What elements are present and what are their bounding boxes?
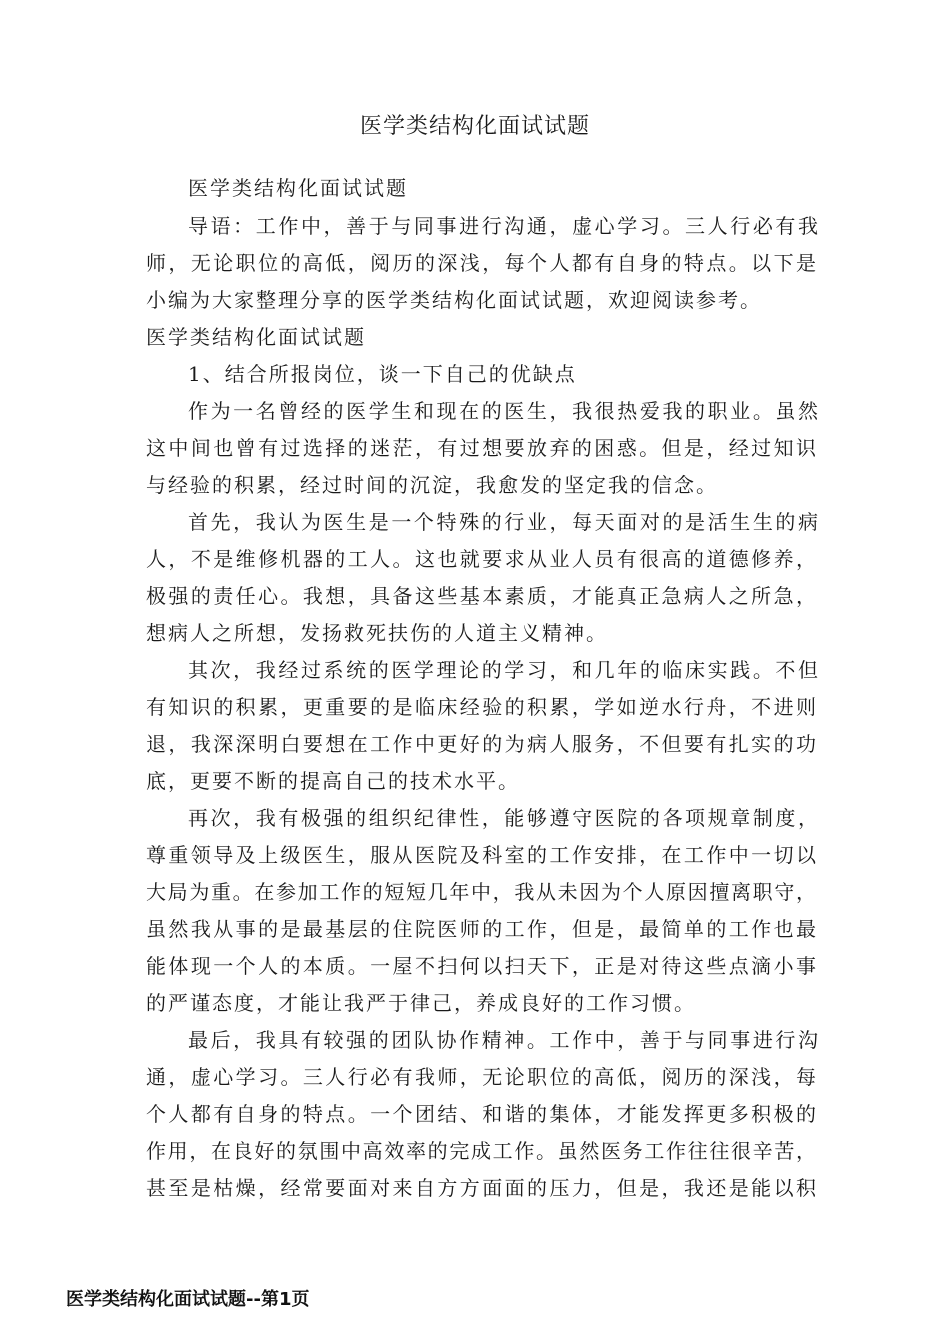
text-line: 极强的责任心。我想，具备这些基本素质，才能真正急病人之所急，: [146, 584, 816, 608]
text-line: 小编为大家整理分享的医学类结构化面试试题，欢迎阅读参考。: [146, 288, 762, 312]
text-line: 的严谨态度，才能让我严于律己，养成良好的工作习惯。: [146, 991, 696, 1015]
text-line: 尊重领导及上级医生，服从医院及科室的工作安排，在工作中一切以: [146, 843, 816, 867]
document-title: 医学类结构化面试试题: [359, 114, 590, 139]
text-line: 通，虚心学习。三人行必有我师，无论职位的高低，阅历的深浅，每: [146, 1065, 816, 1089]
text-line: 想病人之所想，发扬救死扶伤的人道主义精神。: [146, 621, 608, 645]
text-line: 人，不是维修机器的工人。这也就要求从业人员有很高的道德修养，: [146, 547, 816, 571]
text-line: 与经验的积累，经过时间的沉淀，我愈发的坚定我的信念。: [146, 473, 718, 497]
text-line: 导语：工作中，善于与同事进行沟通，虚心学习。三人行必有我: [188, 214, 818, 238]
text-line: 个人都有自身的特点。一个团结、和谐的集体，才能发挥更多积极的: [146, 1102, 816, 1126]
text-line: 大局为重。在参加工作的短短几年中，我从未因为个人原因擅离职守，: [146, 880, 816, 904]
text-line: 这中间也曾有过选择的迷茫，有过想要放弃的困惑。但是，经过知识: [146, 436, 816, 460]
subtitle: 医学类结构化面试试题: [188, 176, 408, 200]
section-heading: 医学类结构化面试试题: [146, 325, 366, 349]
text-line: 能体现一个人的本质。一屋不扫何以扫天下，正是对待这些点滴小事: [146, 954, 816, 978]
text-line: 底，更要不断的提高自己的技术水平。: [146, 769, 520, 793]
question-heading: 1、结合所报岗位，谈一下自己的优缺点: [188, 362, 577, 386]
text-line: 其次，我经过系统的医学理论的学习，和几年的临床实践。不但: [188, 658, 818, 682]
text-line: 有知识的积累，更重要的是临床经验的积累，学如逆水行舟，不进则: [146, 695, 816, 719]
text-line: 作用，在良好的氛围中高效率的完成工作。虽然医务工作往往很辛苦，: [146, 1139, 816, 1163]
text-line: 最后，我具有较强的团队协作精神。工作中，善于与同事进行沟: [188, 1028, 818, 1052]
text-line: 甚至是枯燥，经常要面对来自方方面面的压力，但是，我还是能以积: [146, 1176, 816, 1200]
text-line: 再次，我有极强的组织纪律性，能够遵守医院的各项规章制度，: [188, 806, 818, 830]
text-line: 退，我深深明白要想在工作中更好的为病人服务，不但要有扎实的功: [146, 732, 816, 756]
text-line: 作为一名曾经的医学生和现在的医生，我很热爱我的职业。虽然: [188, 399, 818, 423]
text-line: 虽然我从事的是最基层的住院医师的工作，但是，最简单的工作也最: [146, 917, 816, 941]
page-footer-label: 医学类结构化面试试题--第1页: [66, 1289, 310, 1310]
text-line: 师，无论职位的高低，阅历的深浅，每个人都有自身的特点。以下是: [146, 251, 816, 275]
text-line: 首先，我认为医生是一个特殊的行业，每天面对的是活生生的病: [188, 510, 818, 534]
